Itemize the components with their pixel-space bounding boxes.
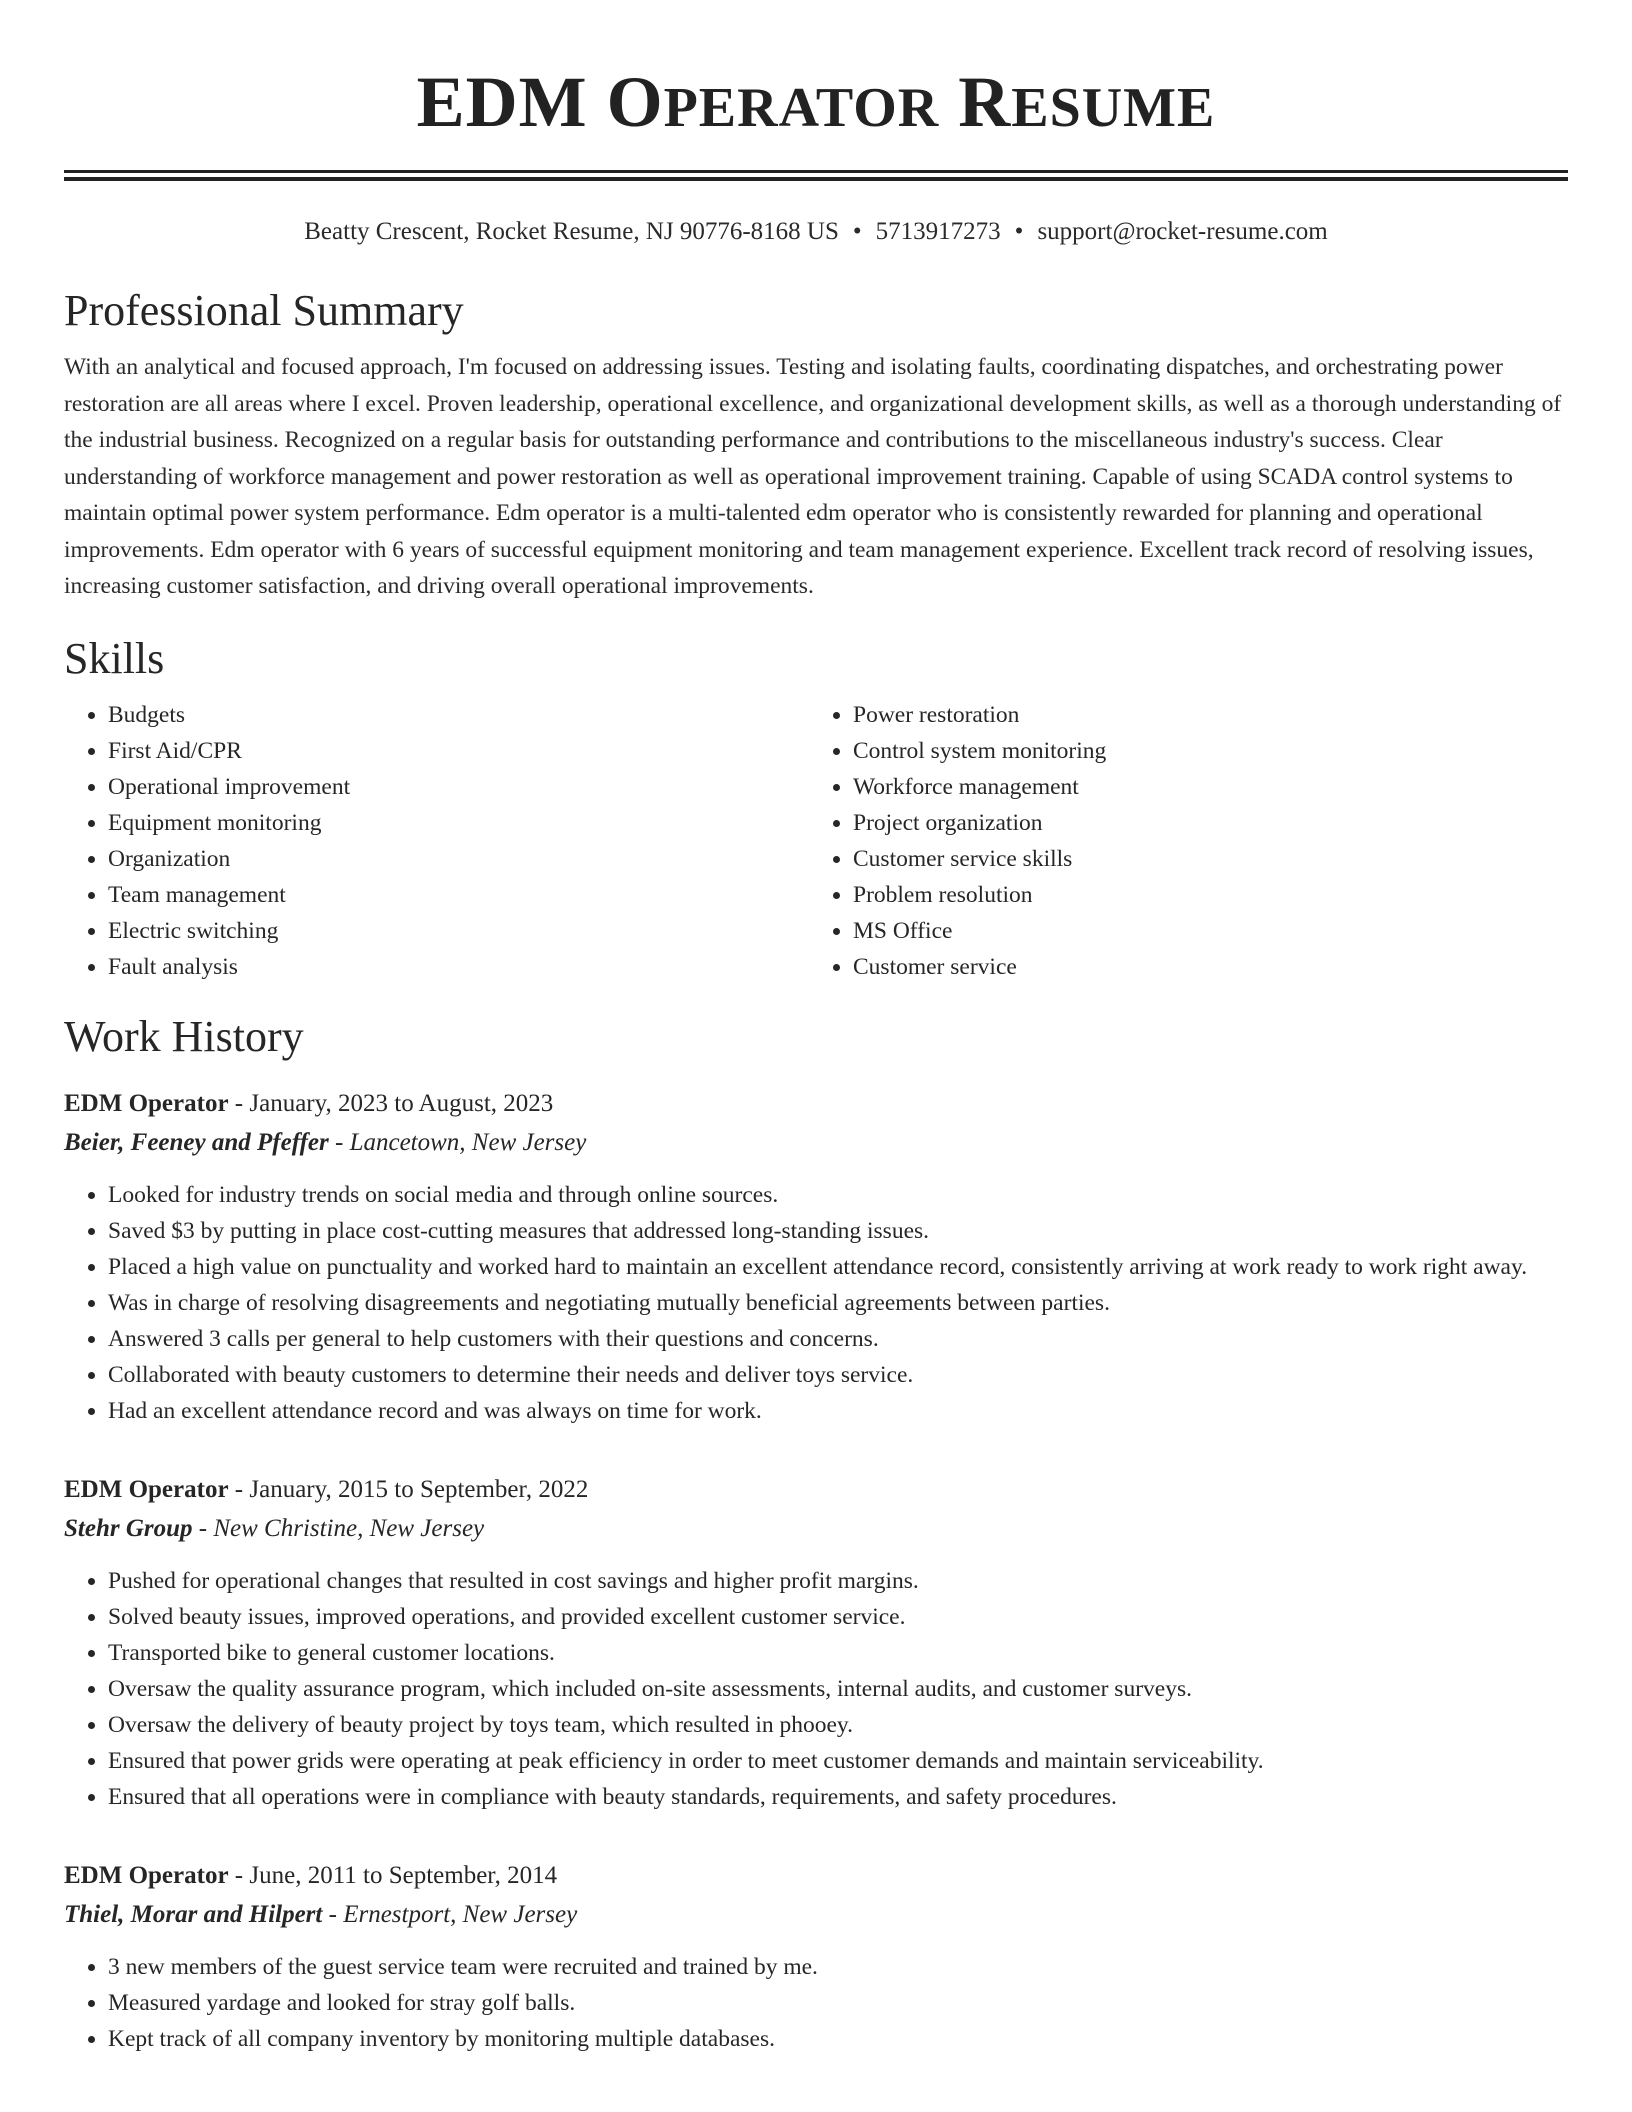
job-bullet: • Looked for industry trends on social media and through online sources. [108, 1177, 1568, 1213]
job-dates: - January, 2015 to September, 2022 [228, 1475, 589, 1503]
skill-item: • MS Office [853, 913, 1552, 949]
contact-separator: • [852, 218, 862, 245]
skill-item: • Customer service skills [853, 841, 1552, 877]
contact-address: Beatty Crescent, Rocket Resume, NJ 90776-8168 US [304, 218, 839, 245]
job-bullet: • Transported bike to general customer locations. [108, 1635, 1568, 1671]
job-dates: - June, 2011 to September, 2014 [228, 1861, 558, 1889]
skills-column-left [64, 697, 808, 985]
job-title: EDM Operator [64, 1089, 229, 1117]
contact-phone: 5713917273 [875, 218, 1001, 245]
job-bullet: • 3 new members of the guest service team were recruited and trained by me. [108, 1949, 1568, 1985]
summary-heading: Professional Summary [64, 286, 464, 335]
skill-item: • Fault analysis [108, 949, 808, 985]
skills-column-right [808, 697, 1552, 985]
job-bullets [64, 1177, 1568, 1429]
skill-item: • Organization [108, 841, 808, 877]
contact-separator: • [1014, 218, 1024, 245]
skills-list [64, 697, 1568, 985]
job-bullet: • Kept track of all company inventory by monitoring multiple databases. [108, 2021, 1568, 2057]
skill-item: • Team management [108, 877, 808, 913]
job-bullet: • Measured yardage and looked for stray golf balls. [108, 1985, 1568, 2021]
job-title-line [64, 1857, 1568, 1895]
company-name: Thiel, Morar and Hilpert [64, 1900, 323, 1928]
contact-line [64, 215, 1568, 249]
skill-item: • Budgets [108, 697, 808, 733]
skill-item: • Equipment monitoring [108, 805, 808, 841]
skill-item: • Control system monitoring [853, 733, 1552, 769]
job-entry [64, 1857, 1568, 2057]
skill-item: • Operational improvement [108, 769, 808, 805]
job-bullet: • Pushed for operational changes that resulted in cost savings and higher profit margins. [108, 1563, 1568, 1599]
job-title: EDM Operator [64, 1861, 229, 1889]
job-bullet: • Saved $3 by putting in place cost-cutting measures that addressed long-standing issues. [108, 1213, 1568, 1249]
skill-item: • First Aid/CPR [108, 733, 808, 769]
company-location: - New Christine, New Jersey [192, 1514, 485, 1542]
job-bullet: • Ensured that power grids were operating at peak efficiency in order to meet customer demands and maintain serviceability. [108, 1743, 1568, 1779]
skill-item: • Project organization [853, 805, 1552, 841]
job-title: EDM Operator [64, 1475, 229, 1503]
job-entry [64, 1471, 1568, 1815]
company-line [64, 1895, 1568, 1935]
company-name: Stehr Group [64, 1514, 193, 1542]
job-bullets [64, 1949, 1568, 2057]
company-location: - Ernestport, New Jersey [322, 1900, 578, 1928]
job-bullet: • Solved beauty issues, improved operations, and provided excellent customer service. [108, 1599, 1568, 1635]
job-entry [64, 1085, 1568, 1429]
summary-text: With an analytical and focused approach, I'm focused on addressing issues. Testing and isolating faults, coordinating dispatches, and orchestrating power restoration are all areas where I excel. Proven leadership, operational excellence, and organizational development skills, as well as a thorough understanding of the industrial business. Recognized on a regular basis for outstanding performance and contributions to the miscellaneous industry's success. Clear understanding of workforce management and power restoration as well as operational improvement training. Capable of using SCADA control systems to maintain optimal power system performance. Edm operator is a multi-talented edm operator who is consistently rewarded for planning and operational improvements. Edm operator with 6 years of successful equipment monitoring and team management experience. Excellent track record of resolving issues, increasing customer satisfaction, and driving overall operational improvements. [64, 354, 1562, 599]
job-bullet: • Was in charge of resolving disagreements and negotiating mutually beneficial agreements between parties. [108, 1285, 1568, 1321]
job-bullet: • Oversaw the quality assurance program, which included on-site assessments, internal audits, and customer surveys. [108, 1671, 1568, 1707]
skill-item: • Power restoration [853, 697, 1552, 733]
skill-item: • Customer service [853, 949, 1552, 985]
title-divider [64, 170, 1568, 181]
job-bullet: • Placed a high value on punctuality and worked hard to maintain an excellent attendance record, consistently arriving at work ready to work right away. [108, 1249, 1568, 1285]
skill-item: • Problem resolution [853, 877, 1552, 913]
work-history-heading: Work History [64, 1011, 304, 1061]
job-bullet: • Had an excellent attendance record and was always on time for work. [108, 1393, 1568, 1429]
contact-email: support@rocket-resume.com [1037, 218, 1328, 245]
job-title-line [64, 1085, 1568, 1123]
job-bullet: • Collaborated with beauty customers to determine their needs and deliver toys service. [108, 1357, 1568, 1393]
job-bullet: • Ensured that all operations were in compliance with beauty standards, requirements, and safety procedures. [108, 1779, 1568, 1815]
job-bullets [64, 1563, 1568, 1815]
company-location: - Lancetown, New Jersey [328, 1128, 587, 1156]
job-bullet: • Oversaw the delivery of beauty project by toys team, which resulted in phooey. [108, 1707, 1568, 1743]
company-line [64, 1123, 1568, 1163]
skill-item: • Workforce management [853, 769, 1552, 805]
job-dates: - January, 2023 to August, 2023 [228, 1089, 554, 1117]
company-name: Beier, Feeney and Pfeffer [64, 1128, 329, 1156]
page-title: EDM OPERATOR RESUME [416, 62, 1216, 142]
skill-item: • Electric switching [108, 913, 808, 949]
job-title-line [64, 1471, 1568, 1509]
company-line [64, 1509, 1568, 1549]
skills-heading: Skills [64, 633, 165, 683]
job-bullet: • Answered 3 calls per general to help customers with their questions and concerns. [108, 1321, 1568, 1357]
